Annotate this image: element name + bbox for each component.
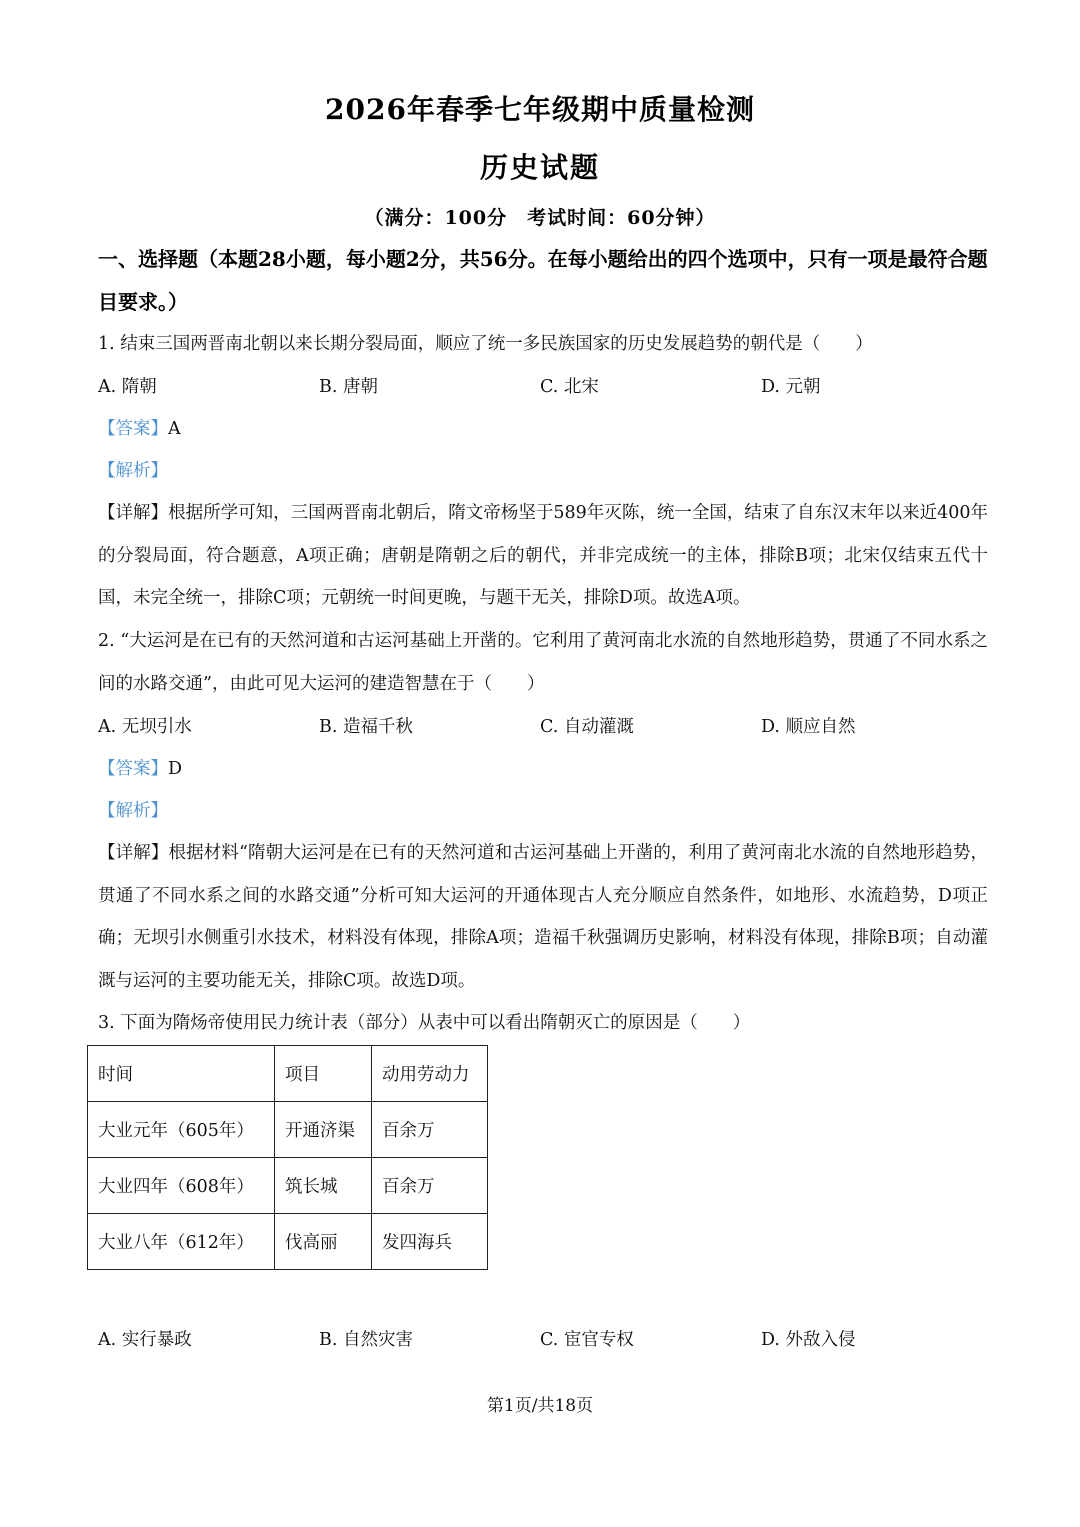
- answer-label: 【答案】: [98, 419, 168, 439]
- answer-label: 【答案】: [98, 759, 168, 779]
- exam-info: （满分：100分 考试时间：60分钟）: [364, 207, 716, 229]
- question-1-option-c: C. 北宋: [540, 377, 599, 397]
- question-1-answer: [98, 417, 988, 441]
- question-2-stem: 2. “大运河是在已有的天然河道和古运河基础上开凿的。它利用了黄河南北水流的自然地形趋势，贯通了不同水系之间的水路交通”，由此可见大运河的建造智慧在于（ ）: [98, 631, 988, 694]
- table-cell: 百余万: [372, 1102, 488, 1158]
- question-1-stem: 1. 结束三国两晋南北朝以来长期分裂局面，顺应了统一多民族国家的历史发展趋势的朝代是（ ）: [98, 334, 873, 354]
- question-3-option-a: A. 实行暴政: [98, 1330, 192, 1350]
- detail-text: 根据所学可知，三国两晋南北朝后，隋文帝杨坚于589年灭陈，统一全国，结束了自东汉末年以来近400年的分裂局面，符合题意，A项正确；唐朝是隋朝之后的朝代，并非完成统一的主体，排除B项；北宋仅结束五代十国，未完全统一，排除C项；元朝统一时间更晚，与题干无关，排除D项。故选A项。: [98, 503, 988, 608]
- table-cell: 大业元年（605年）: [88, 1102, 275, 1158]
- question-2-detail: [98, 832, 988, 1002]
- table-header-row: [88, 1046, 488, 1102]
- question-2-option-c: C. 自动灌溉: [540, 717, 634, 737]
- detail-text: 根据材料“隋朝大运河是在已有的天然河道和古运河基础上开凿的，利用了黄河南北水流的自然地形趋势，贯通了不同水系之间的水路交通”分析可知大运河的开通体现古人充分顺应自然条件，如地形、水流趋势，D项正确；无坝引水侧重引水技术，材料没有体现，排除A项；造福千秋强调历史影响，材料没有体现，排除B项；自动灌溉与运河的主要功能无关，排除C项。故选D项。: [98, 843, 988, 991]
- table-header-cell: 时间: [88, 1046, 275, 1102]
- table-row: [88, 1214, 488, 1270]
- table-cell: 伐高丽: [275, 1214, 372, 1270]
- question-1-option-d: D. 元朝: [761, 377, 821, 397]
- table-header-cell: 动用劳动力: [372, 1046, 488, 1102]
- question-2-option-a: A. 无坝引水: [98, 717, 192, 737]
- answer-value: D: [168, 759, 183, 779]
- exam-title: 2026年春季七年级期中质量检测: [325, 93, 755, 126]
- section-heading: 一、选择题（本题28小题，每小题2分，共56分。在每小题给出的四个选项中，只有一项是最符合题目要求。）: [98, 247, 988, 314]
- table-cell: 开通济渠: [275, 1102, 372, 1158]
- exam-subtitle: 历史试题: [479, 151, 600, 184]
- table-row: [88, 1102, 488, 1158]
- labor-statistics-table: [87, 1045, 488, 1270]
- question-3-stem: 3. 下面为隋炀帝使用民力统计表（部分）从表中可以看出隋朝灭亡的原因是（ ）: [98, 1013, 751, 1033]
- question-3-option-b: B. 自然灾害: [319, 1330, 413, 1350]
- table-cell: 发四海兵: [372, 1214, 488, 1270]
- answer-value: A: [168, 419, 181, 439]
- question-2-option-b: B. 造福千秋: [319, 717, 413, 737]
- table-cell: 百余万: [372, 1158, 488, 1214]
- table-header-cell: 项目: [275, 1046, 372, 1102]
- question-1-option-a: A. 隋朝: [98, 377, 157, 397]
- question-2-answer: [98, 757, 988, 781]
- analysis-label: 【解析】: [98, 801, 168, 821]
- question-3-option-d: D. 外敌入侵: [761, 1330, 856, 1350]
- table-cell: 大业八年（612年）: [88, 1214, 275, 1270]
- table-cell: 大业四年（608年）: [88, 1158, 275, 1214]
- question-2-analysis: [98, 799, 988, 823]
- question-3-option-c: C. 宦官专权: [540, 1330, 634, 1350]
- question-1-detail: [98, 492, 988, 620]
- detail-label: 【详解】: [98, 843, 169, 863]
- table-cell: 筑长城: [275, 1158, 372, 1214]
- question-2-option-d: D. 顺应自然: [761, 717, 856, 737]
- table-row: [88, 1158, 488, 1214]
- detail-label: 【详解】: [98, 503, 169, 523]
- question-1-analysis: [98, 459, 988, 483]
- analysis-label: 【解析】: [98, 461, 168, 481]
- page-number: 第1页/共18页: [486, 1396, 594, 1416]
- question-1-option-b: B. 唐朝: [319, 377, 378, 397]
